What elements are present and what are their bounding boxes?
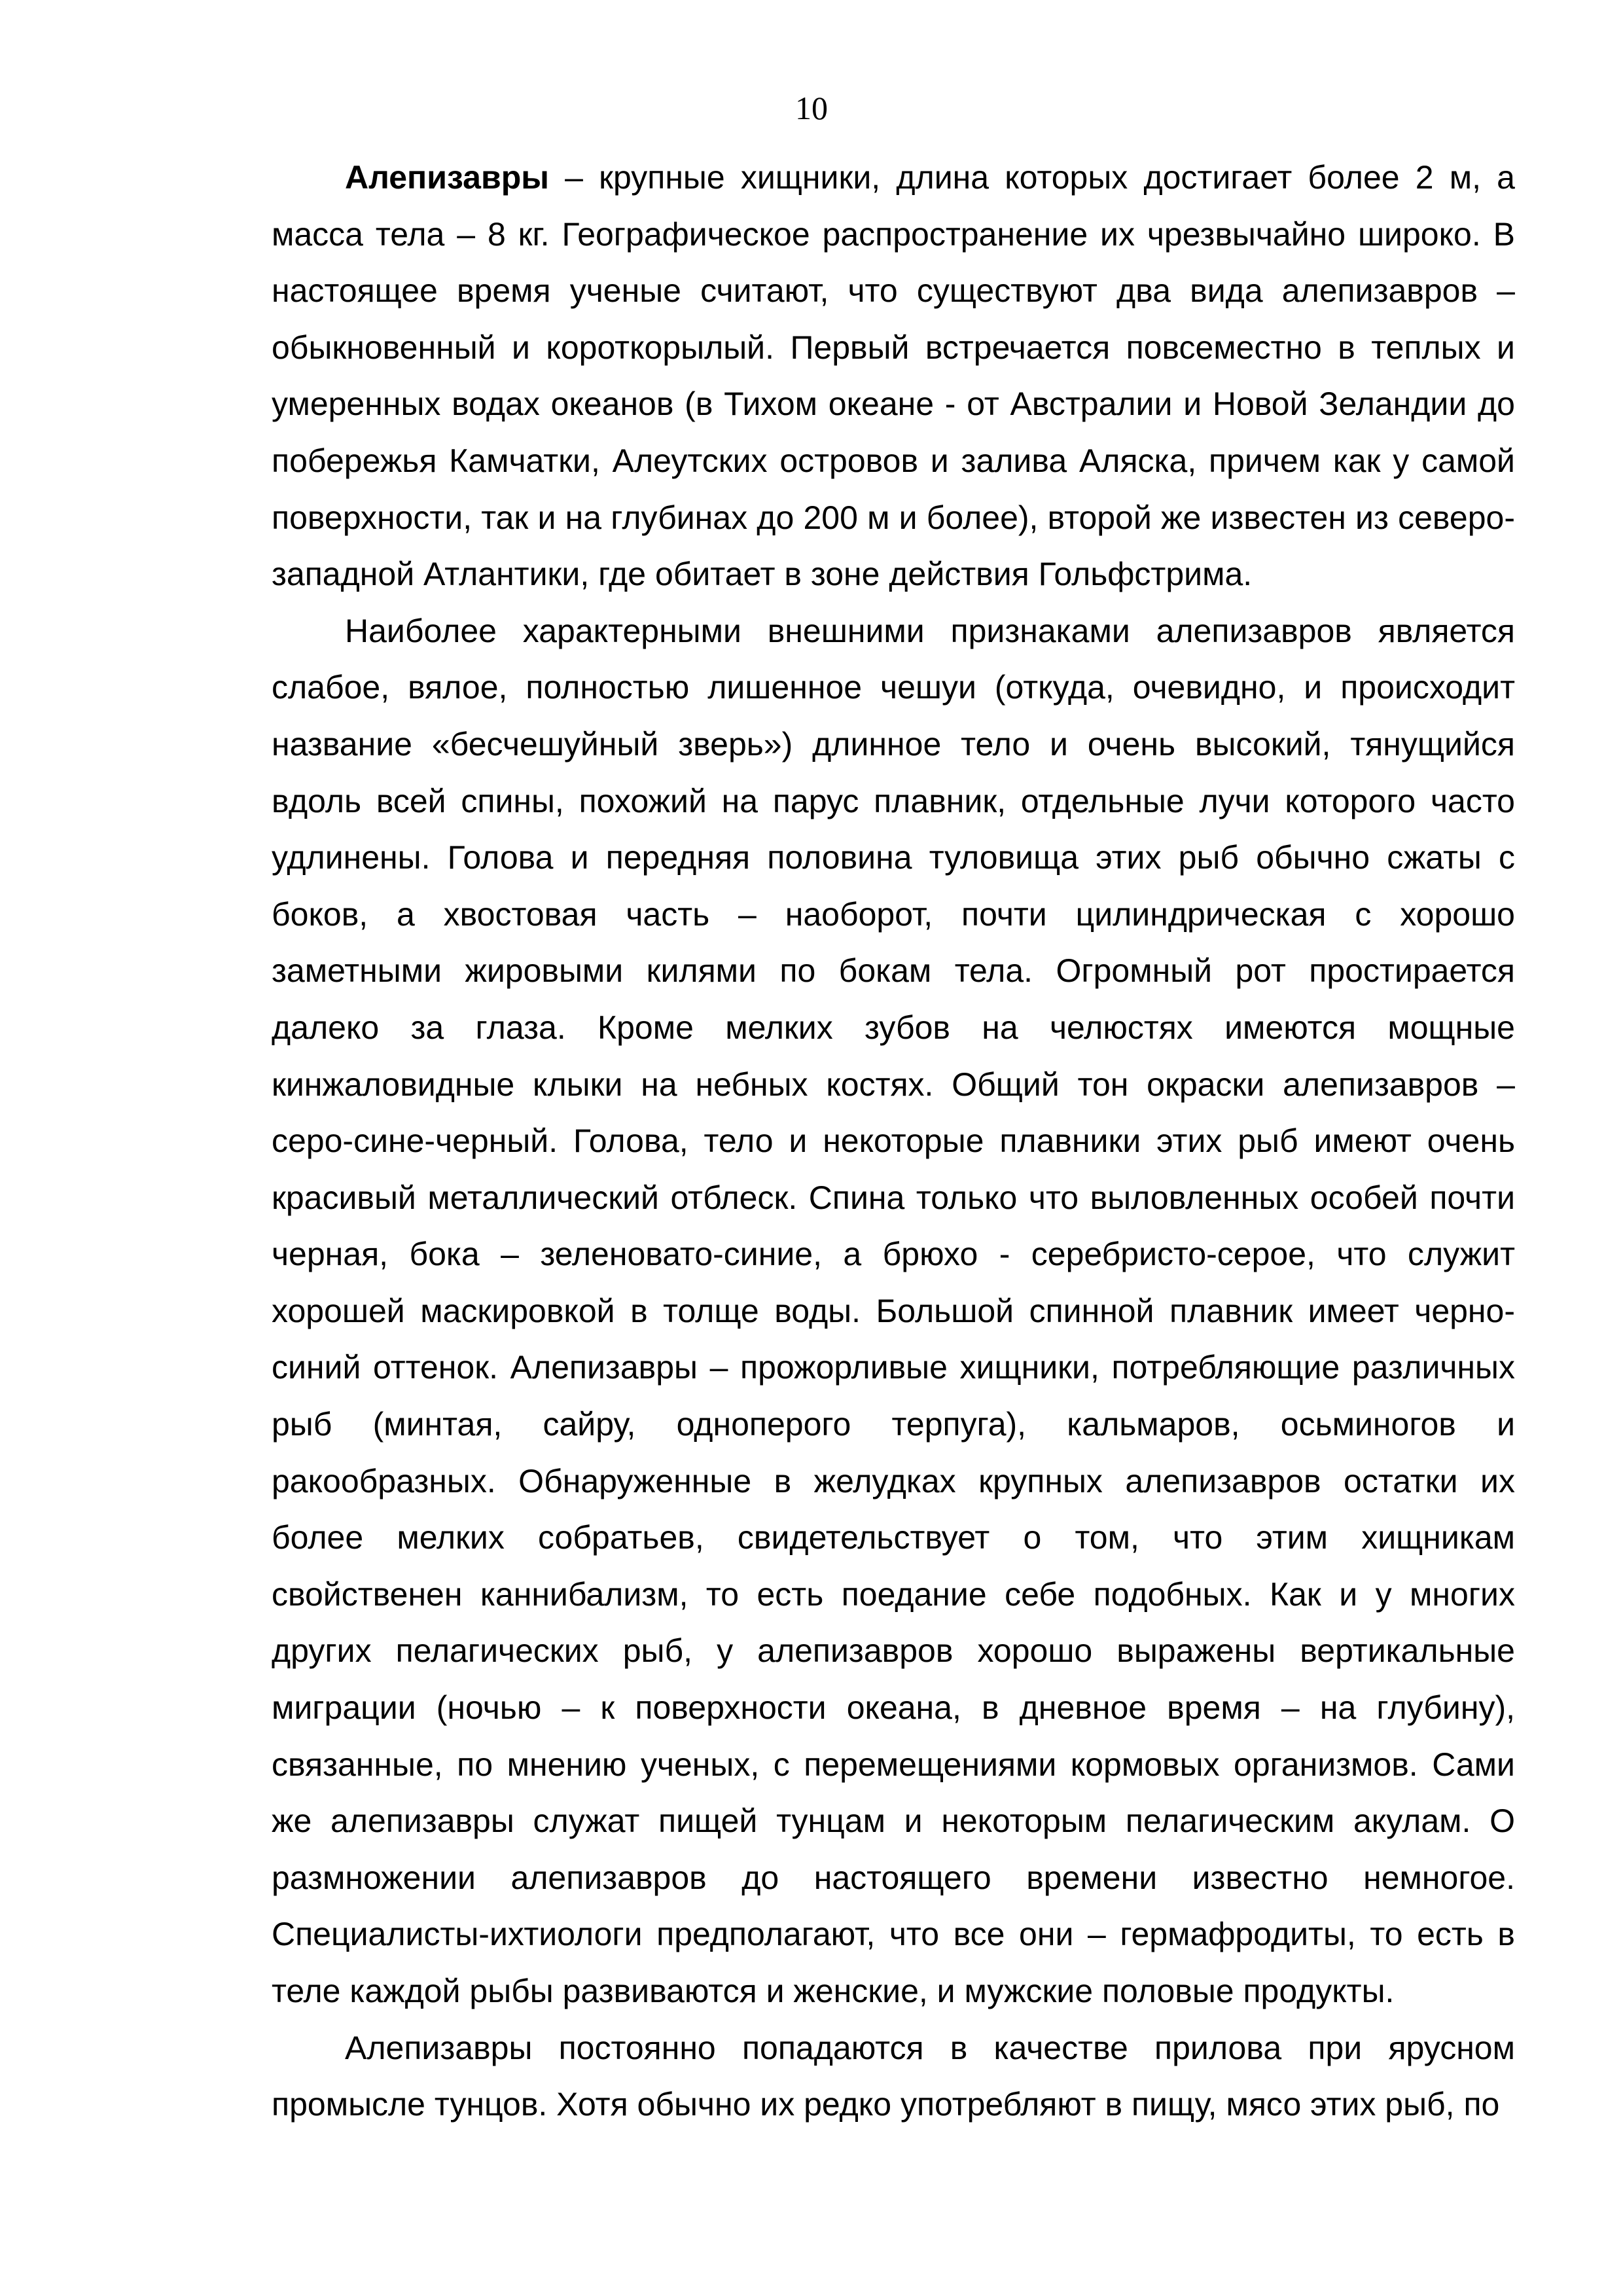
page-number: 10 xyxy=(795,90,828,126)
paragraph-3 xyxy=(272,2020,1515,2133)
paragraph-term: Алепизавры xyxy=(345,159,549,196)
paragraph-text: Наиболее характерными внешними признаками алепизавров является слабое, вялое, полностью лишенное чешуи (откуда, очевидно, и происходит название «бесчешуйный зверь») длинное тело и очень высокий, тянущийся вдоль всей спины, похожий на парус плавник, отдельные лучи которого часто удлинены. Голова и передняя половина туловища этих рыб обычно сжаты с боков, а хвостовая часть – наоборот, почти цилиндрическая с хорошо заметными жировыми килями по бокам тела. Огромный рот простирается далеко за глаза. Кроме мелких зубов на челюстях имеются мощные кинжаловидные клыки на небных костях. Общий тон окраски алепизавров – серо-сине-черный. Голова, тело и некоторые плавники этих рыб имеют очень красивый металлический отблеск. Спина только что выловленных особей почти черная, бока – зеленовато-синие, а брюхо - серебристо-серое, что служит хорошей маскировкой в толще воды. Большой спинной плавник имеет черно-синий оттенок. Алепизавры – прожорливые хищники, потребляющие различных рыб (минтая, сайру, одноперого терпуга), кальмаров, осьминогов и ракообразных. Обнаруженные в желудках крупных алепизавров остатки их более мелких собратьев, свидетельствует о том, что этим хищникам свойственен каннибализм, то есть поедание себе подобных. Как и у многих других пелагических рыб, у алепизавров хорошо выражены вертикальные миграции (ночью – к поверхности океана, в дневное время – на глубину), связанные, по мнению ученых, с перемещениями кормовых организмов. Сами же алепизавры служат пищей тунцам и некоторым пелагическим акулам. О размножении алепизавров до настоящего времени известно немногое. Специалисты-ихтиологи предполагают, что все они – гермафродиты, то есть в теле каждой рыбы развиваются и женские, и мужские половые продукты. xyxy=(272,612,1515,2009)
paragraph-2 xyxy=(272,603,1515,2020)
paragraph-1 xyxy=(272,149,1515,603)
body-text xyxy=(272,149,1515,2133)
paragraph-text: – крупные хищники, длина которых достигает более 2 м, а масса тела – 8 кг. Географическое распространение их чрезвычайно широко. В настоящее время ученые считают, что существуют два вида алепизавров – обыкновенный и короткорылый. Первый встречается повсеместно в теплых и умеренных водах океанов (в Тихом океане - от Австралии и Новой Зеландии до побережья Камчатки, Алеутских островов и залива Аляска, причем как у самой поверхности, так и на глубинах до 200 м и более), второй же известен из северо-западной Атлантики, где обитает в зоне действия Гольфстрима. xyxy=(272,159,1515,593)
paragraph-text: Алепизавры постоянно попадаются в качестве прилова при ярусном промысле тунцов. Хотя обычно их редко употребляют в пищу, мясо этих рыб, по xyxy=(272,2029,1515,2123)
